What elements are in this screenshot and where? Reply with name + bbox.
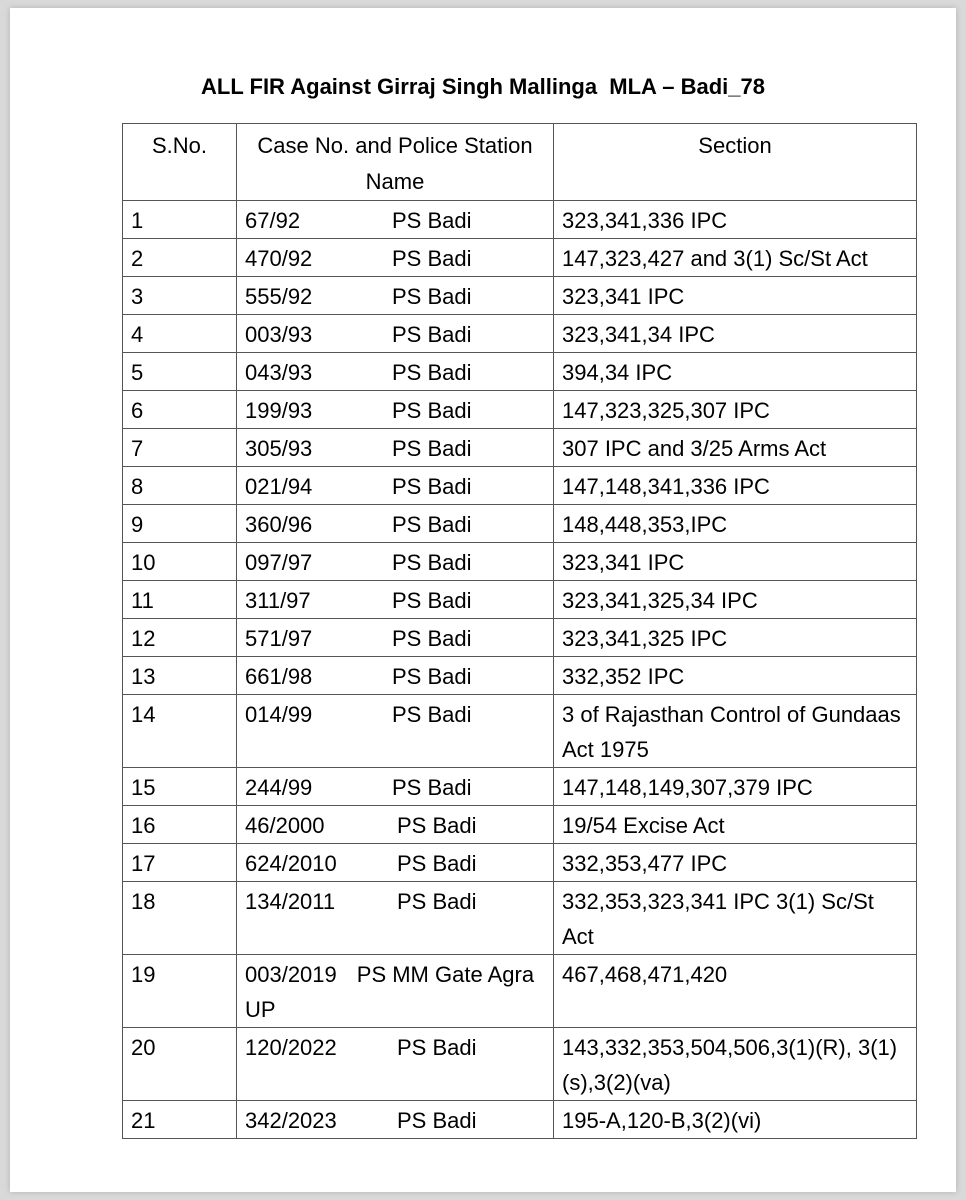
cell-case-station	[237, 353, 554, 391]
cell-sno: 3	[123, 277, 237, 315]
police-station: PS Badi	[392, 436, 472, 461]
police-station: PS Badi	[392, 702, 472, 727]
cell-section: 148,448,353,IPC	[554, 505, 917, 543]
police-station: PS Badi	[392, 626, 472, 651]
cell-case-station	[237, 581, 554, 619]
cell-sno: 16	[123, 806, 237, 844]
table-body	[123, 201, 917, 1139]
cell-sno: 6	[123, 391, 237, 429]
case-number: 043/93	[245, 360, 313, 385]
police-station: PS Badi	[397, 813, 477, 838]
cell-section: 147,148,149,307,379 IPC	[554, 768, 917, 806]
police-station: PS Badi	[392, 775, 472, 800]
cell-sno: 21	[123, 1101, 237, 1139]
cell-sno: 14	[123, 695, 237, 768]
cell-case-station	[237, 315, 554, 353]
cell-sno: 15	[123, 768, 237, 806]
table-row	[123, 277, 917, 315]
cell-case-station	[237, 391, 554, 429]
cell-case-station	[237, 955, 554, 1028]
police-station: PS Badi	[392, 208, 472, 233]
cell-case-station	[237, 695, 554, 768]
table-row	[123, 429, 917, 467]
cell-sno: 4	[123, 315, 237, 353]
table-row	[123, 581, 917, 619]
table-header-row	[123, 124, 917, 201]
table-row	[123, 844, 917, 882]
cell-case-station	[237, 1028, 554, 1101]
cell-case-station	[237, 619, 554, 657]
table-row	[123, 619, 917, 657]
cell-sno: 5	[123, 353, 237, 391]
cell-section: 323,341 IPC	[554, 277, 917, 315]
cell-sno: 11	[123, 581, 237, 619]
cell-sno: 1	[123, 201, 237, 239]
cell-section: 467,468,471,420	[554, 955, 917, 1028]
cell-section: 394,34 IPC	[554, 353, 917, 391]
cell-section: 147,323,325,307 IPC	[554, 391, 917, 429]
document-page	[10, 8, 956, 1192]
case-number: 67/92	[245, 208, 301, 233]
case-number: 571/97	[245, 626, 313, 651]
cell-case-station	[237, 429, 554, 467]
table-row	[123, 353, 917, 391]
police-station: PS Badi	[392, 360, 472, 385]
cell-section: 323,341 IPC	[554, 543, 917, 581]
cell-case-station	[237, 505, 554, 543]
police-station: PS Badi	[397, 851, 477, 876]
case-number: 661/98	[245, 664, 313, 689]
table-row	[123, 315, 917, 353]
table-row	[123, 657, 917, 695]
cell-case-station	[237, 768, 554, 806]
cell-sno: 2	[123, 239, 237, 277]
cell-section: 332,353,323,341 IPC 3(1) Sc/St Act	[554, 882, 917, 955]
cell-case-station	[237, 543, 554, 581]
case-number: 342/2023	[245, 1108, 337, 1133]
police-station: PS MM Gate Agra UP	[245, 962, 535, 1022]
cell-section: 3 of Rajasthan Control of Gundaas Act 1975	[554, 695, 917, 768]
police-station: PS Badi	[397, 889, 477, 914]
case-number: 305/93	[245, 436, 313, 461]
cell-sno: 18	[123, 882, 237, 955]
document-title: ALL FIR Against Girraj Singh Mallinga MLA – Badi_78	[201, 74, 765, 99]
case-number: 470/92	[245, 246, 313, 271]
police-station: PS Badi	[392, 550, 472, 575]
cell-section: 332,352 IPC	[554, 657, 917, 695]
table-row	[123, 882, 917, 955]
police-station: PS Badi	[392, 246, 472, 271]
case-number: 014/99	[245, 702, 313, 727]
cell-section: 332,353,477 IPC	[554, 844, 917, 882]
case-number: 624/2010	[245, 851, 337, 876]
police-station: PS Badi	[392, 664, 472, 689]
case-number: 134/2011	[245, 889, 336, 914]
table-row	[123, 955, 917, 1028]
table-row	[123, 201, 917, 239]
police-station: PS Badi	[392, 512, 472, 537]
cell-section: 19/54 Excise Act	[554, 806, 917, 844]
case-number: 003/93	[245, 322, 313, 347]
cell-section: 323,341,325,34 IPC	[554, 581, 917, 619]
case-number: 003/2019	[245, 962, 337, 987]
case-number: 360/96	[245, 512, 313, 537]
case-number: 244/99	[245, 775, 313, 800]
table-row	[123, 391, 917, 429]
cell-case-station	[237, 201, 554, 239]
table-row	[123, 239, 917, 277]
case-number: 555/92	[245, 284, 313, 309]
police-station: PS Badi	[392, 284, 472, 309]
header-section: Section	[554, 124, 917, 201]
case-number: 021/94	[245, 474, 313, 499]
header-sno: S.No.	[123, 124, 237, 201]
case-number: 311/97	[245, 588, 311, 613]
table-row	[123, 467, 917, 505]
cell-case-station	[237, 882, 554, 955]
cell-sno: 9	[123, 505, 237, 543]
cell-case-station	[237, 277, 554, 315]
cell-case-station	[237, 806, 554, 844]
case-number: 097/97	[245, 550, 313, 575]
police-station: PS Badi	[397, 1108, 477, 1133]
cell-section: 323,341,336 IPC	[554, 201, 917, 239]
table-row	[123, 695, 917, 768]
cell-sno: 19	[123, 955, 237, 1028]
cell-sno: 20	[123, 1028, 237, 1101]
cell-section: 195-A,120-B,3(2)(vi)	[554, 1101, 917, 1139]
case-number: 199/93	[245, 398, 313, 423]
cell-sno: 10	[123, 543, 237, 581]
table-row	[123, 1028, 917, 1101]
fir-table	[122, 123, 917, 1139]
cell-case-station	[237, 239, 554, 277]
cell-case-station	[237, 657, 554, 695]
cell-case-station	[237, 467, 554, 505]
cell-sno: 7	[123, 429, 237, 467]
table-row	[123, 806, 917, 844]
cell-case-station	[237, 1101, 554, 1139]
cell-case-station	[237, 844, 554, 882]
police-station: PS Badi	[392, 398, 472, 423]
cell-section: 143,332,353,504,506,3(1)(R), 3(1)(s),3(2)(va)	[554, 1028, 917, 1101]
table-row	[123, 543, 917, 581]
table-row	[123, 505, 917, 543]
cell-section: 307 IPC and 3/25 Arms Act	[554, 429, 917, 467]
case-number: 46/2000	[245, 813, 325, 838]
cell-sno: 13	[123, 657, 237, 695]
table-row	[123, 768, 917, 806]
cell-section: 323,341,325 IPC	[554, 619, 917, 657]
police-station: PS Badi	[392, 322, 472, 347]
cell-section: 147,323,427 and 3(1) Sc/St Act	[554, 239, 917, 277]
cell-sno: 12	[123, 619, 237, 657]
header-case-station: Case No. and Police Station Name	[237, 124, 554, 201]
case-number: 120/2022	[245, 1035, 337, 1060]
cell-section: 147,148,341,336 IPC	[554, 467, 917, 505]
police-station: PS Badi	[392, 474, 472, 499]
table-row	[123, 1101, 917, 1139]
cell-sno: 17	[123, 844, 237, 882]
cell-sno: 8	[123, 467, 237, 505]
cell-section: 323,341,34 IPC	[554, 315, 917, 353]
police-station: PS Badi	[392, 588, 472, 613]
police-station: PS Badi	[397, 1035, 477, 1060]
